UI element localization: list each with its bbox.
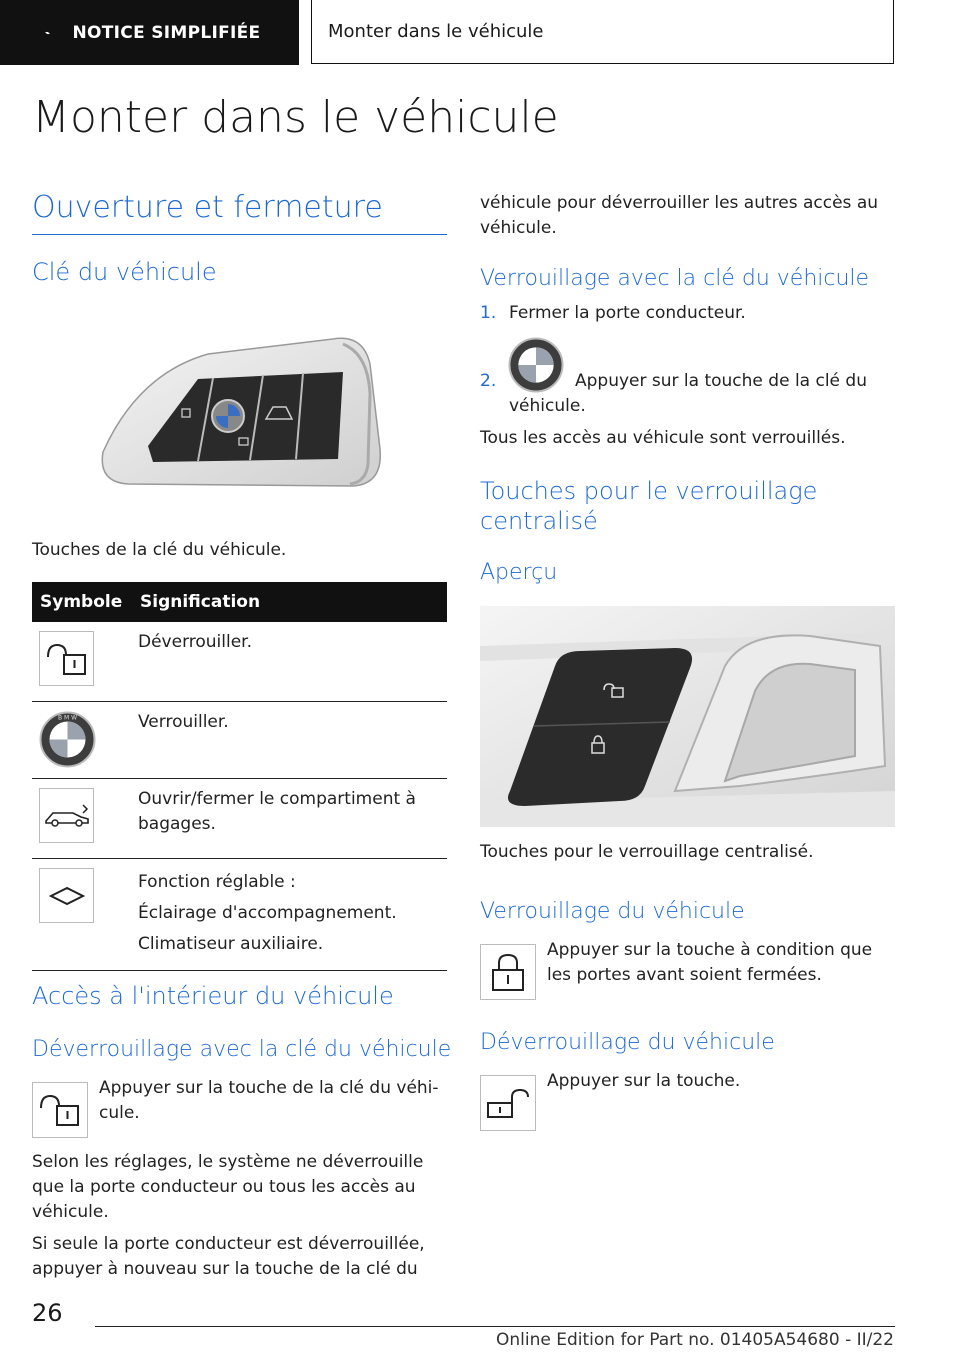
lock-text: Appuyer sur la touche à condition que les portes avant soient fermées. [547, 940, 873, 985]
door-panel-illustration [480, 606, 895, 827]
heading-access: Accès à l'intérieur du véhicule [32, 982, 394, 1010]
heading-lock-key: Verrouillage avec la clé du véhicule [480, 266, 870, 291]
lock-icon [480, 944, 536, 1000]
unlock-icon [32, 1082, 88, 1138]
central-caption: Touches pour le verrouillage centralisé. [480, 842, 814, 862]
meaning-text: Déverrouiller. [138, 632, 253, 652]
key-fob-illustration [98, 334, 383, 492]
paragraph: véhicule pour déverrouiller les autres accès au véhicule. [480, 193, 879, 238]
step-number: 2. [480, 371, 497, 391]
paragraph: Selon les réglages, le système ne déverrouille que la porte conducteur ou tous les accès au véhicule. [32, 1152, 424, 1222]
unlock-key-text: Appuyer sur la touche de la clé du véhi-cule. [99, 1078, 439, 1123]
heading-unlock-key: Déverrouillage avec la clé du véhicule [32, 1037, 452, 1062]
meaning-text: Climatiseur auxiliaire. [138, 934, 324, 954]
chapter-tab [311, 0, 894, 64]
heading-central: Touches pour le verrouillage centralisé [480, 477, 818, 535]
svg-text:B M W: B M W [57, 714, 78, 722]
unlock-icon [39, 631, 94, 686]
table-row [32, 859, 447, 971]
diamond-icon [39, 868, 94, 923]
table-row [32, 779, 447, 859]
meaning-text: Verrouiller. [138, 712, 229, 732]
table-row [32, 702, 447, 779]
chapter-label: Monter dans le véhicule [328, 21, 544, 42]
unlock-icon [480, 1075, 536, 1131]
section-label: NOTICE SIMPLIFIÉE [72, 22, 261, 43]
step-text: Fermer la porte conducteur. [509, 303, 746, 323]
symbol-table [32, 582, 447, 971]
edition-text: Online Edition for Part no. 01405A54680 - II/22 [495, 1330, 894, 1350]
col-symbol: Symbole [32, 582, 132, 622]
paragraph: Tous les accès au véhicule sont verrouillés. [480, 428, 846, 448]
heading-lock-vehicle: Verrouillage du véhicule [480, 899, 745, 924]
heading-open-close: Ouverture et fermeture [32, 190, 383, 225]
key-caption: Touches de la clé du véhicule. [32, 540, 287, 560]
unlock-vehicle-text: Appuyer sur la touche. [547, 1071, 741, 1091]
lightning-icon [39, 23, 59, 43]
page-number: 26 [32, 1299, 63, 1327]
paragraph: Si seule la porte conducteur est déverrouillée, appuyer à nouveau sur la touche de la clé du [32, 1234, 425, 1279]
step-text: Appuyer sur la touche de la clé du véhicule. [509, 371, 867, 416]
bmw-logo-icon [39, 711, 96, 768]
meaning-text: Fonction réglable : [138, 872, 296, 892]
footer-rule [95, 1326, 895, 1327]
section-tab [0, 0, 299, 65]
page-title: Monter dans le véhicule [32, 92, 559, 143]
col-meaning: Signification [132, 582, 447, 622]
heading-rule [32, 234, 447, 235]
car-trunk-icon [39, 788, 94, 843]
meaning-text: Éclairage d'accompagnement. [138, 903, 397, 923]
meaning-text: Ouvrir/fermer le compartiment à bagages. [138, 789, 416, 834]
heading-overview: Aperçu [480, 560, 558, 585]
heading-unlock-vehicle: Déverrouillage du véhicule [480, 1030, 775, 1055]
step-number: 1. [480, 303, 497, 323]
table-row [32, 622, 447, 702]
heading-key: Clé du véhicule [32, 258, 217, 286]
